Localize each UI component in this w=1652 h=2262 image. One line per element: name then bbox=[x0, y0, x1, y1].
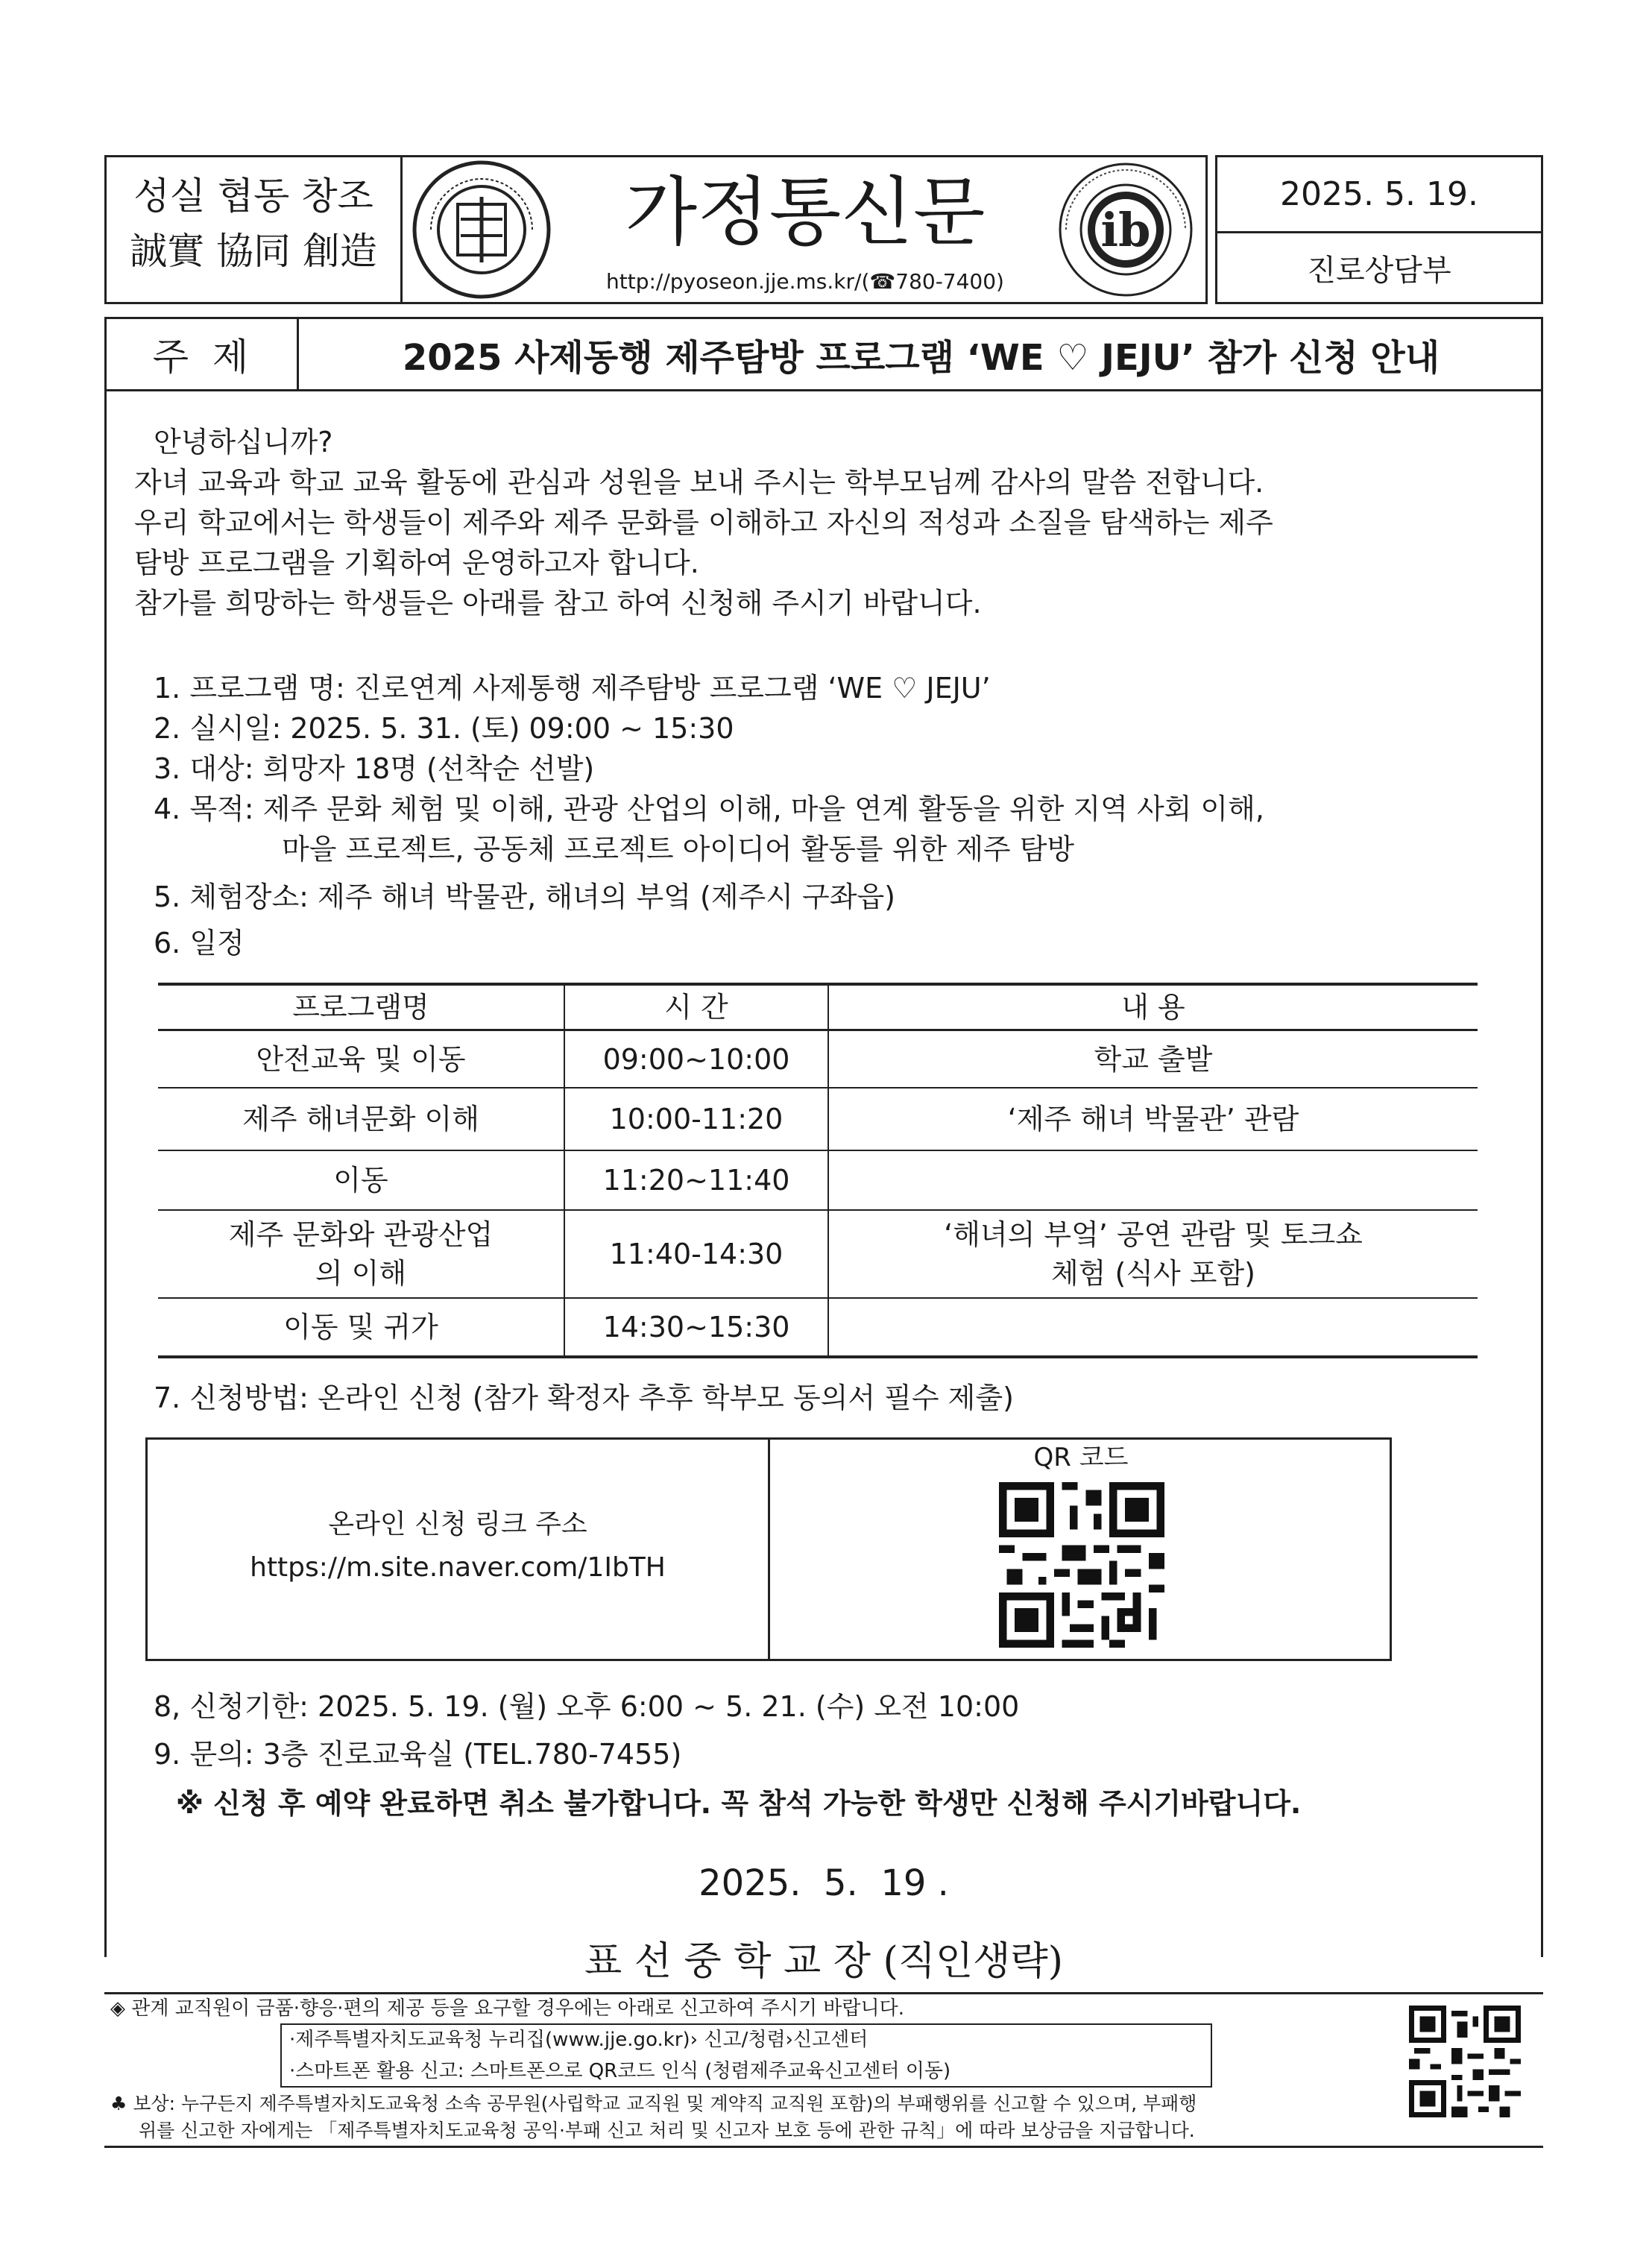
motto-hanja: 誠實 協同 創造 bbox=[130, 230, 377, 273]
report-smartphone: ·스마트폰 활용 신고: 스마트폰으로 QR코드 인식 (청렴제주교육신고센터 이동) bbox=[289, 2060, 951, 2082]
item-purpose: 4. 목적: 제주 문화 체험 및 이해, 관광 산업의 이해, 마을 연계 활동을 위한 지역 사회 이해, bbox=[154, 793, 1264, 825]
table-row-program: 제주 해녀문화 이해 bbox=[242, 1103, 479, 1135]
intro-line: 참가를 희망하는 학생들은 아래를 참고 하여 신청해 주시기 바랍니다. bbox=[134, 587, 982, 620]
table-row-time: 10:00-11:20 bbox=[609, 1103, 784, 1135]
table-row-program: 이동 bbox=[333, 1164, 388, 1197]
qr-code-icon[interactable] bbox=[999, 1482, 1164, 1648]
table-row-content bbox=[829, 1151, 1478, 1209]
school-emblem-icon bbox=[409, 158, 555, 301]
cancel-notice: ※ 신청 후 예약 완료하면 취소 불가합니다. 꼭 참석 가능한 학생만 신청해 주시기바랍니다. bbox=[176, 1787, 1302, 1820]
reward-line: 위를 신고한 자에게는 「제주특별자치도교육청 공익·부패 신고 처리 및 신고자 보호 등에 관한 규칙」에 따라 보상금을 지급합니다. bbox=[139, 2120, 1195, 2141]
report-website[interactable]: ·제주특별자치도교육청 누리집(www.jje.go.kr)› 신고/청렴›신고센터 bbox=[289, 2029, 868, 2051]
item-purpose-cont: 마을 프로젝트, 공동체 프로젝트 아이디어 활동를 위한 제주 탐방 bbox=[282, 833, 1075, 866]
item-target: 3. 대상: 희망자 18명 (선착순 선발) bbox=[154, 752, 595, 785]
table-row-time: 09:00~10:00 bbox=[602, 1042, 790, 1076]
greeting: 안녕하십니까? bbox=[154, 426, 333, 459]
intro-line: 탐방 프로그램을 기획하여 운영하고자 합니다. bbox=[134, 546, 699, 579]
item-apply-method: 7. 신청방법: 온라인 신청 (참가 확정자 추후 학부모 동의서 필수 제출) bbox=[154, 1382, 1014, 1414]
item-deadline: 8, 신청기한: 2025. 5. 19. (월) 오후 6:00 ~ 5. 21. (수) 오전 10:00 bbox=[154, 1690, 1020, 1723]
table-row-time: 11:20~11:40 bbox=[602, 1164, 790, 1197]
page-title: 가정통신문 bbox=[625, 168, 986, 256]
report-notice: ◈ 관계 교직원이 금품·향응·편의 제공 등을 요구할 경우에는 아래로 신고하여 주시기 바랍니다. bbox=[110, 1997, 904, 2020]
table-row-content: ‘해녀의 부엌’ 공연 관람 및 토크쇼 체험 (식사 포함) bbox=[944, 1218, 1363, 1290]
table-row-program: 안전교육 및 이동 bbox=[256, 1042, 466, 1076]
contact-line: http://pyoseon.jje.ms.kr/(☎780-7400) bbox=[606, 269, 1004, 294]
item-program-name: 1. 프로그램 명: 진로연계 사제통행 제주탐방 프로그램 ‘WE ♡ JEJU’ bbox=[154, 672, 991, 705]
table-row-content: ‘제주 해녀 박물관’ 관람 bbox=[1007, 1103, 1299, 1135]
qr-label: QR 코드 bbox=[1033, 1443, 1129, 1472]
ib-logo-icon bbox=[1053, 158, 1199, 301]
item-place: 5. 체험장소: 제주 해녀 박물관, 해녀의 부엌 (제주시 구좌읍) bbox=[154, 880, 895, 913]
department: 진로상담부 bbox=[1307, 253, 1451, 288]
link-url[interactable]: https://m.site.naver.com/1IbTH bbox=[250, 1552, 666, 1583]
table-row-time: 11:40-14:30 bbox=[609, 1238, 784, 1270]
item-inquiry: 9. 문의: 3층 진로교육실 (TEL.780-7455) bbox=[154, 1738, 682, 1771]
motto-korean: 성실 협동 창조 bbox=[133, 174, 373, 218]
svg-text:ib: ib bbox=[1100, 203, 1151, 257]
table-row-content: 학교 출발 bbox=[1094, 1042, 1213, 1076]
link-label: 온라인 신청 링크 주소 bbox=[328, 1509, 587, 1540]
principal-signature: 표 선 중 학 교 장 (직인생략) bbox=[584, 1939, 1064, 1984]
col-header-content: 내 용 bbox=[1121, 991, 1185, 1024]
subject-title: 2025 사제동행 제주탐방 프로그램 ‘WE ♡ JEJU’ 참가 신청 안내 bbox=[402, 336, 1440, 379]
table-row-time: 14:30~15:30 bbox=[602, 1311, 790, 1343]
table-row-content bbox=[829, 1299, 1478, 1355]
intro-line: 우리 학교에서는 학생들이 제주와 제주 문화를 이해하고 자신의 적성과 소질을 탐색하는 제주 bbox=[134, 506, 1273, 539]
subject-label: 주 제 bbox=[152, 335, 249, 379]
intro-line: 자녀 교육과 학교 교육 활동에 관심과 성원을 보내 주시는 학부모님께 감사의 말씀 전합니다. bbox=[134, 466, 1264, 499]
report-qr-code-icon[interactable] bbox=[1409, 2006, 1521, 2117]
item-schedule: 6. 일정 bbox=[154, 927, 245, 960]
table-row-program: 이동 및 귀가 bbox=[283, 1311, 438, 1343]
issue-date: 2025. 5. 19. bbox=[1280, 174, 1478, 213]
col-header-time: 시 간 bbox=[664, 991, 728, 1024]
table-row-program: 제주 문화와 관광산업 의 이해 bbox=[228, 1218, 494, 1290]
item-date: 2. 실시일: 2025. 5. 31. (토) 09:00 ~ 15:30 bbox=[154, 712, 734, 745]
col-header-program: 프로그램명 bbox=[292, 991, 429, 1024]
footer-date: 2025. 5. 19 . bbox=[699, 1862, 949, 1904]
reward-line: ♣ 보상: 누구든지 제주특별자치도교육청 소속 공무원(사립학교 교직원 및 계약직 교직원 포함)의 부패행위를 신고할 수 있으며, 부패행 bbox=[110, 2093, 1197, 2114]
